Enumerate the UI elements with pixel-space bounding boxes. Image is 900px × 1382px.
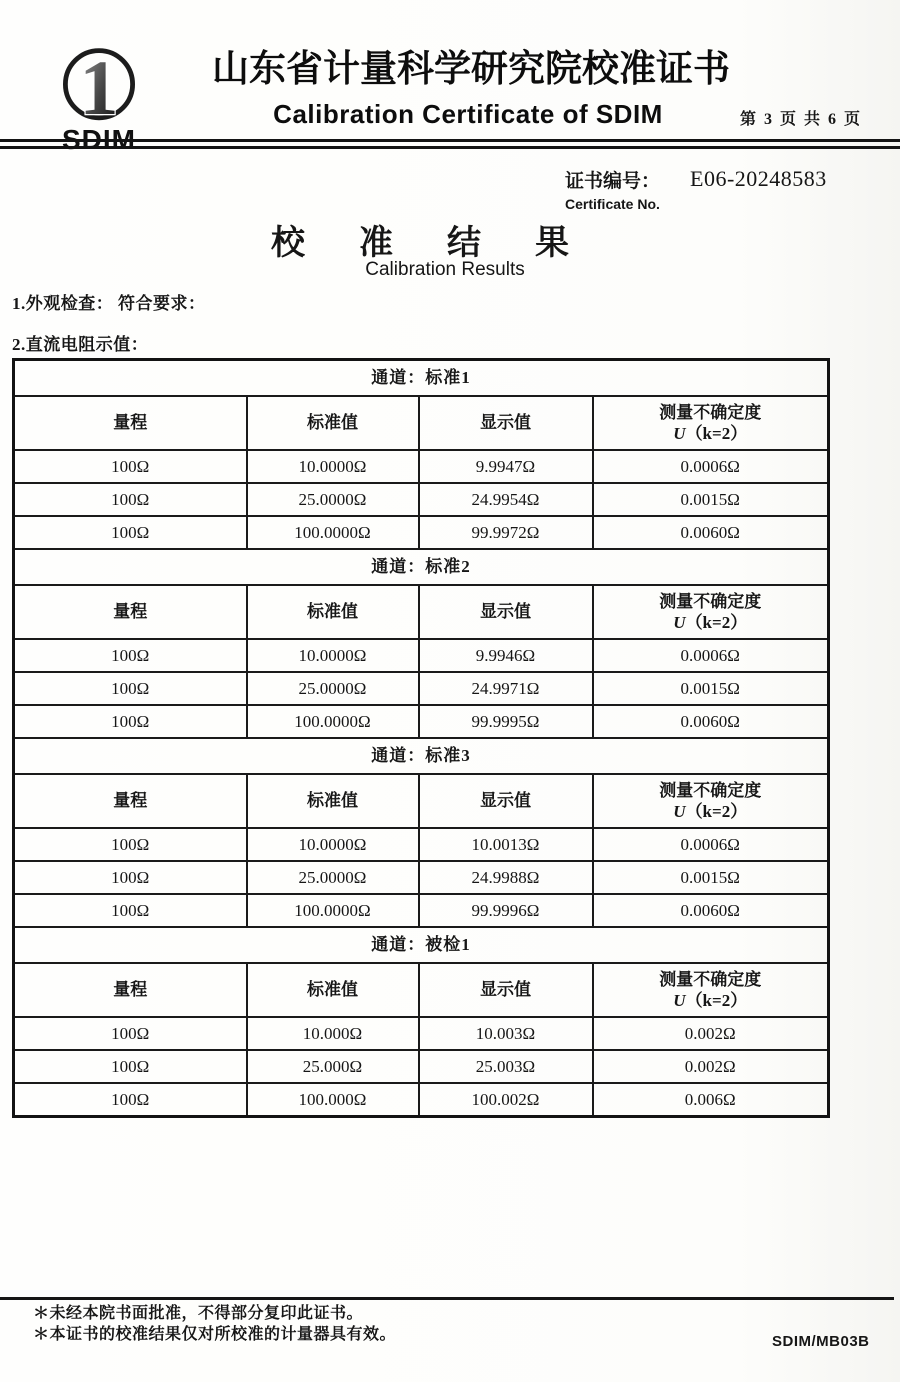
footer-note-2: ＊本证书的校准结果仅对所校准的计量器具有效。 xyxy=(33,1326,397,1343)
page-number: 第 3 页 共 6 页 xyxy=(739,111,862,128)
table-row xyxy=(14,483,829,516)
channel-label-row xyxy=(14,927,829,963)
cell-standard: 100.000Ω xyxy=(247,1083,419,1117)
cell-standard: 10.0000Ω xyxy=(247,450,419,483)
footer-note-1: ＊未经本院书面批准，不得部分复印此证书。 xyxy=(33,1305,364,1322)
table-header-row xyxy=(14,396,829,450)
cell-range: 100Ω xyxy=(14,516,247,549)
cell-range: 100Ω xyxy=(14,483,247,516)
col-header-standard-value: 标准值 xyxy=(247,774,419,828)
cell-range: 100Ω xyxy=(14,639,247,672)
cell-standard: 10.0000Ω xyxy=(247,828,419,861)
uncertainty-line1: 测量不确定度 xyxy=(659,402,762,422)
uncertainty-u: U xyxy=(673,424,686,443)
col-header-standard-value: 标准值 xyxy=(247,396,419,450)
channel-section-standard3 xyxy=(14,738,829,927)
channel-label-row xyxy=(14,549,829,585)
certificate-number-label-cn: 证书编号： xyxy=(565,171,661,192)
cell-standard: 100.0000Ω xyxy=(247,705,419,738)
col-header-uncertainty xyxy=(593,774,829,828)
channel-section-dut1 xyxy=(14,927,829,1117)
table-row xyxy=(14,1050,829,1083)
cell-uncertainty: 0.002Ω xyxy=(593,1017,829,1050)
certificate-number-block xyxy=(565,166,827,212)
channel-label: 通道：标准3 xyxy=(14,738,829,774)
item-appearance-check: 1.外观检查： 符合要求： xyxy=(12,294,206,313)
cell-displayed: 99.9995Ω xyxy=(419,705,593,738)
col-header-range: 量程 xyxy=(14,396,247,450)
cell-uncertainty: 0.0060Ω xyxy=(593,516,829,549)
cell-range: 100Ω xyxy=(14,1083,247,1117)
table-row xyxy=(14,894,829,927)
cell-standard: 10.0000Ω xyxy=(247,639,419,672)
table-header-row xyxy=(14,774,829,828)
results-title-cn: 校准结果 xyxy=(271,225,623,262)
svg-text:1: 1 xyxy=(79,43,119,131)
col-header-displayed-value: 显示值 xyxy=(419,774,593,828)
col-header-range: 量程 xyxy=(14,774,247,828)
uncertainty-u: U xyxy=(673,991,686,1010)
certificate-number-label-en: Certificate No. xyxy=(565,196,660,212)
header-divider xyxy=(0,139,900,149)
cell-standard: 25.0000Ω xyxy=(247,483,419,516)
uncertainty-line1: 测量不确定度 xyxy=(659,591,762,611)
uncertainty-line2 xyxy=(594,990,828,1011)
certificate-number-labels xyxy=(565,166,660,212)
cell-uncertainty: 0.0006Ω xyxy=(593,450,829,483)
channel-label-row xyxy=(14,360,829,397)
col-header-range: 量程 xyxy=(14,585,247,639)
cell-displayed: 10.0013Ω xyxy=(419,828,593,861)
logo-text: SDIM xyxy=(62,124,136,155)
uncertainty-k: （k=2） xyxy=(685,613,748,632)
institute-title-cn: 山东省计量科学研究院校准证书 xyxy=(212,49,730,90)
cell-displayed: 24.9988Ω xyxy=(419,861,593,894)
title-block xyxy=(212,48,730,130)
uncertainty-u: U xyxy=(673,802,686,821)
cell-uncertainty: 0.0015Ω xyxy=(593,861,829,894)
uncertainty-line2 xyxy=(594,801,828,822)
cell-uncertainty: 0.006Ω xyxy=(593,1083,829,1117)
uncertainty-u: U xyxy=(673,613,686,632)
cell-uncertainty: 0.0015Ω xyxy=(593,483,829,516)
col-header-range: 量程 xyxy=(14,963,247,1017)
cell-range: 100Ω xyxy=(14,672,247,705)
table-row xyxy=(14,516,829,549)
col-header-standard-value: 标准值 xyxy=(247,963,419,1017)
results-title-en: Calibration Results xyxy=(365,259,525,280)
cell-uncertainty: 0.0015Ω xyxy=(593,672,829,705)
table-row xyxy=(14,639,829,672)
cell-range: 100Ω xyxy=(14,1050,247,1083)
uncertainty-line2 xyxy=(594,423,828,444)
cell-displayed: 100.002Ω xyxy=(419,1083,593,1117)
table-row xyxy=(14,1017,829,1050)
uncertainty-k: （k=2） xyxy=(685,424,748,443)
channel-label: 通道：标准2 xyxy=(14,549,829,585)
cell-standard: 100.0000Ω xyxy=(247,516,419,549)
table-row xyxy=(14,828,829,861)
cell-uncertainty: 0.0006Ω xyxy=(593,639,829,672)
table-header-row xyxy=(14,585,829,639)
cell-uncertainty: 0.002Ω xyxy=(593,1050,829,1083)
cell-uncertainty: 0.0060Ω xyxy=(593,705,829,738)
institute-title-en: Calibration Certificate of SDIM xyxy=(273,99,663,130)
col-header-displayed-value: 显示值 xyxy=(419,585,593,639)
col-header-displayed-value: 显示值 xyxy=(419,396,593,450)
cell-standard: 10.000Ω xyxy=(247,1017,419,1050)
cell-range: 100Ω xyxy=(14,1017,247,1050)
col-header-standard-value: 标准值 xyxy=(247,585,419,639)
cell-displayed: 99.9972Ω xyxy=(419,516,593,549)
col-header-uncertainty xyxy=(593,396,829,450)
col-header-uncertainty xyxy=(593,963,829,1017)
item-dc-resistance: 2.直流电阻示值： xyxy=(12,335,149,354)
cell-standard: 100.0000Ω xyxy=(247,894,419,927)
cell-standard: 25.000Ω xyxy=(247,1050,419,1083)
channel-section-standard1 xyxy=(14,360,829,550)
calibration-results-table xyxy=(12,358,830,1118)
cell-range: 100Ω xyxy=(14,861,247,894)
cell-standard: 25.0000Ω xyxy=(247,861,419,894)
table-row xyxy=(14,1083,829,1117)
uncertainty-line1: 测量不确定度 xyxy=(659,780,762,800)
cell-displayed: 24.9971Ω xyxy=(419,672,593,705)
cell-range: 100Ω xyxy=(14,894,247,927)
channel-label: 通道：标准1 xyxy=(14,360,829,397)
sdim-logo-icon xyxy=(59,43,139,131)
uncertainty-line2 xyxy=(594,612,828,633)
cell-displayed: 99.9996Ω xyxy=(419,894,593,927)
col-header-displayed-value: 显示值 xyxy=(419,963,593,1017)
cell-displayed: 25.003Ω xyxy=(419,1050,593,1083)
table-row xyxy=(14,672,829,705)
col-header-uncertainty xyxy=(593,585,829,639)
table-row xyxy=(14,705,829,738)
sdim-logo xyxy=(36,44,162,154)
cell-range: 100Ω xyxy=(14,450,247,483)
footer-notes xyxy=(33,1303,396,1345)
footer-divider xyxy=(0,1297,894,1300)
channel-label: 通道：被检1 xyxy=(14,927,829,963)
cell-range: 100Ω xyxy=(14,828,247,861)
table-row xyxy=(14,861,829,894)
cell-range: 100Ω xyxy=(14,705,247,738)
cell-displayed: 9.9947Ω xyxy=(419,450,593,483)
cell-uncertainty: 0.0006Ω xyxy=(593,828,829,861)
uncertainty-k: （k=2） xyxy=(685,802,748,821)
certificate-number-value: E06-20248583 xyxy=(690,166,827,191)
cell-uncertainty: 0.0060Ω xyxy=(593,894,829,927)
document-code: SDIM/MB03B xyxy=(772,1333,870,1350)
uncertainty-k: （k=2） xyxy=(685,991,748,1010)
table-header-row xyxy=(14,963,829,1017)
cell-displayed: 24.9954Ω xyxy=(419,483,593,516)
channel-label-row xyxy=(14,738,829,774)
cell-standard: 25.0000Ω xyxy=(247,672,419,705)
table-row xyxy=(14,450,829,483)
channel-section-standard2 xyxy=(14,549,829,738)
uncertainty-line1: 测量不确定度 xyxy=(659,969,762,989)
cell-displayed: 9.9946Ω xyxy=(419,639,593,672)
cell-displayed: 10.003Ω xyxy=(419,1017,593,1050)
